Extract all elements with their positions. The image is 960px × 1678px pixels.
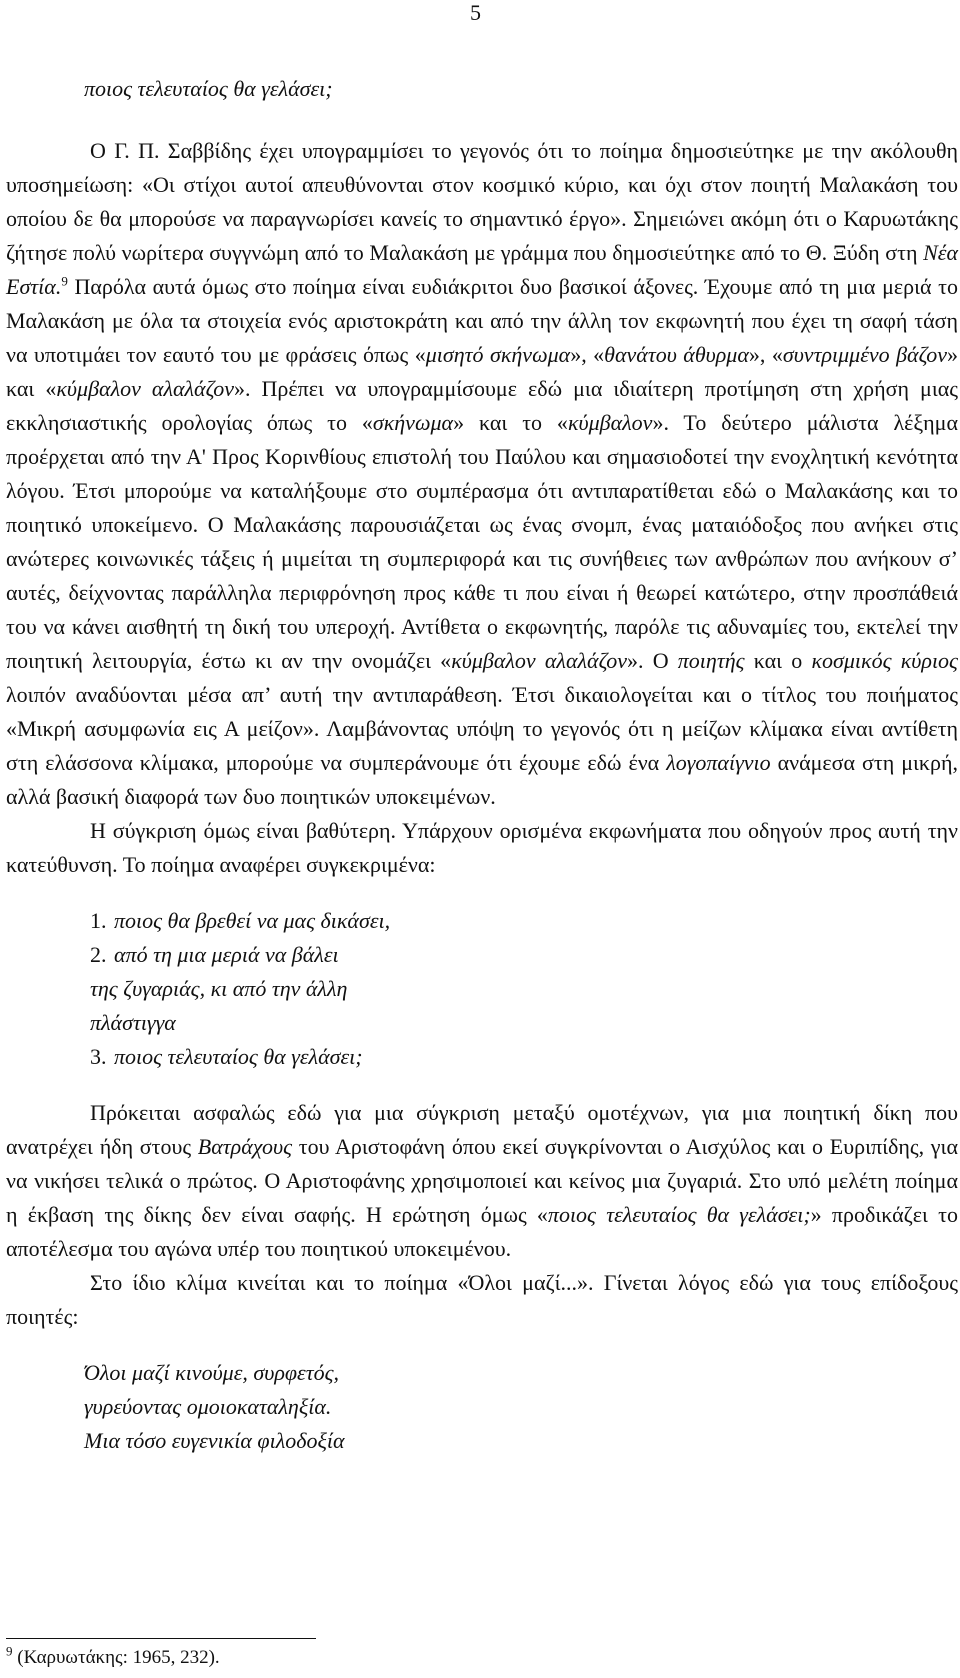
quoted-verses-list (6, 904, 958, 1074)
italic-run: κοσμικός κύριος (811, 648, 958, 673)
verse-line: Όλοι μαζί κινούμε, συρφετός, (84, 1360, 340, 1385)
italic-run: κύμβαλον (567, 410, 653, 435)
italic-run: μισητό σκήνωμα (425, 342, 571, 367)
text-run: ». Το δεύτερο μάλιστα λέξημα προέρχεται από την Α' Προς Κορινθίους επιστολή του Παύλου και σημασιοδοτεί την ενοχλητική κενότητα λόγου. Έτσι μπορούμε να καταλήξουμε στο συμπέρασμα ότι αντιπαρατίθεται εδώ ο Μαλακάσης και το ποιητικό υποκείμενο. Ο Μαλακάσης παρουσιάζεται ως ένας σνομπ, ένας ματαιόδοξος που ανήκει στις ανώτερες κοινωνικές τάξεις ή μιμείται τη συμπεριφορά και τις συνήθειες των ανθρώπων που ανήκουν σ’ αυτές, δείχνοντας παράλληλα περιφρόνηση προς κάθε τι που είναι ή θεωρεί κατώτερο, στην προσπάθειά του να κάνει αισθητή τη δική του υπεροχή. Αντίθετα ο εκφωνητής, παρόλε τις αδυναμίες του, εκτελεί την ποιητική λειτουργία, έστω κι αν την ονομάζει « (6, 410, 958, 673)
list-item-text: της ζυγαριάς, κι από την άλλη (90, 976, 348, 1001)
verse-block (6, 1356, 958, 1458)
paragraph-aristophanes (6, 1096, 958, 1266)
footnote-text: (Καρυωτάκης: 1965, 232). (12, 1647, 220, 1668)
text-run: Παρόλα αυτά όμως στο ποίημα είναι ευδιάκριτοι δυο βασικοί άξονες. Έχουμε από τη μια μεριά το Μαλακάση με όλα τα στοιχεία ενός αριστοκράτη και από την άλλη τον εκφωνητή που έχει τη σαφή τάση να υποτιμάει τον εαυτό του με φράσεις όπως « (6, 274, 958, 367)
verse-line: γυρεύοντας ομοιοκαταληξία. (84, 1394, 332, 1419)
italic-run: συντριμμένο βάζον (782, 342, 948, 367)
page-number: 5 (470, 0, 481, 25)
list-item-text: πλάστιγγα (90, 1010, 176, 1035)
footnote-separator (6, 1638, 316, 1639)
list-item-text: από τη μια μεριά να βάλει (114, 942, 339, 967)
italic-run: σκήνωμα (372, 410, 454, 435)
text-run: » και το « (453, 410, 568, 435)
paragraph-comparison: Η σύγκριση όμως είναι βαθύτερη. Υπάρχουν ορισμένα εκφωνήματα που οδηγούν προς αυτή την κατεύθυνση. Το ποίημα αναφέρει συγκεκριμένα: (6, 818, 958, 877)
text-run: » και « (6, 342, 959, 401)
list-item-continuation (6, 972, 958, 1006)
italic-run: Βατράχους (197, 1134, 293, 1159)
italic-run: κύμβαλον αλαλάζον (56, 376, 235, 401)
italic-run: κύμβαλον αλαλάζον (451, 648, 627, 673)
text-run: και ο (744, 648, 812, 673)
text-run: ανάμεσα στη μικρή, αλλά βασική διαφορά των δυο ποιητικών υποκειμένων. (6, 750, 958, 809)
text-run: ». Ο (627, 648, 678, 673)
italic-run: ποιος τελευταίος θα γελάσει; (547, 1202, 811, 1227)
text-run: Ο Γ. Π. Σαββίδης έχει υπογραμμίσει το γεγονός ότι το ποίημα δημοσιεύτηκε με την ακόλουθη υποσημείωση: «Οι στίχοι αυτοί απευθύνονται στον κοσμικό κύριο, και όχι στον ποιητή Μαλακάση του οποίου δε θα μπορούσε να παραγνωρίσει κανείς το σημαντικό έργο». Σημειώνει ακόμη ότι ο Καρυωτάκης ζήτησε πολύ νωρίτερα συγγνώμη από το Μαλακάση με γράμμα που δημοσιεύτηκε από το Θ. Ξύδη στη (6, 138, 958, 265)
text-run: ». Πρέπει να υπογραμμίσουμε εδώ μια ιδιαίτερη προτίμηση στη χρήση μιας εκκλησιαστικής ορολογίας όπως το « (6, 376, 958, 435)
footnote-mark: 9 (6, 1643, 13, 1659)
italic-run: λογοπαίγνιο (666, 750, 771, 775)
opening-verse-line: ποιος τελευταίος θα γελάσει; (84, 76, 333, 101)
list-item (6, 938, 958, 972)
paragraph-oloi-mazi: Στο ίδιο κλίμα κινείται και το ποίημα «Όλοι μαζί...». Γίνεται λόγος εδώ για τους επίδοξους ποιητές: (6, 1270, 958, 1329)
list-number: 1. (90, 908, 107, 933)
text-run: », « (748, 342, 783, 367)
text-run: του Αριστοφάνη όπου εκεί συγκρίνονται ο Αισχύλος και ο Ευριπίδης, για να νικήσει τελικά ο πρώτος. Ο Αριστοφάνης χρησιμοποιεί και κείνος μια ζυγαριά. Στο υπό μελέτη ποίημα η έκβαση της δίκης δεν είναι σαφής. Η ερώτηση όμως « (6, 1134, 958, 1227)
list-item-text: ποιος τελευταίος θα γελάσει; (114, 1044, 363, 1069)
text-run: Πρόκειται ασφαλώς εδώ για μια σύγκριση μεταξύ ομοτέχνων, για μια ποιητική δίκη που ανατρέχει ήδη στους (6, 1100, 958, 1159)
paragraph-savvidis (6, 134, 958, 814)
footnote (6, 1644, 220, 1672)
list-number: 2. (90, 942, 107, 967)
document-body (6, 72, 958, 1458)
text-run: » προδικάζει το αποτέλεσμα του αγώνα υπέρ του ποιητικού υποκειμένου. (6, 1202, 959, 1261)
list-item-continuation (6, 1006, 958, 1040)
italic-run: θανάτου άθυρμα (604, 342, 749, 367)
text-run: », « (570, 342, 605, 367)
list-item (6, 904, 958, 938)
text-run: λοιπόν αναδύονται μέσα απ’ αυτή την αντιπαράθεση. Έτσι δικαιολογείται και ο τίτλος του ποιήματος «Μικρή ασυμφωνία εις Α μείζον». Λαμβάνοντας υπόψη το γεγονός ότι η μείζων κλίμακα είναι αντίθετη στη ελάσσονα κλίμακα, μπορούμε να συμπεράνουμε ότι έχουμε εδώ ένα (6, 682, 958, 775)
list-item-text: ποιος θα βρεθεί να μας δικάσει, (114, 908, 391, 933)
list-number: 3. (90, 1044, 107, 1069)
footnote-ref: 9 (61, 273, 68, 289)
italic-run: Νέα Εστία. (6, 240, 958, 299)
verse-line: Μια τόσο ευγενικία φιλοδοξία (84, 1428, 345, 1453)
list-item (6, 1040, 958, 1074)
italic-run: ποιητής (677, 648, 745, 673)
